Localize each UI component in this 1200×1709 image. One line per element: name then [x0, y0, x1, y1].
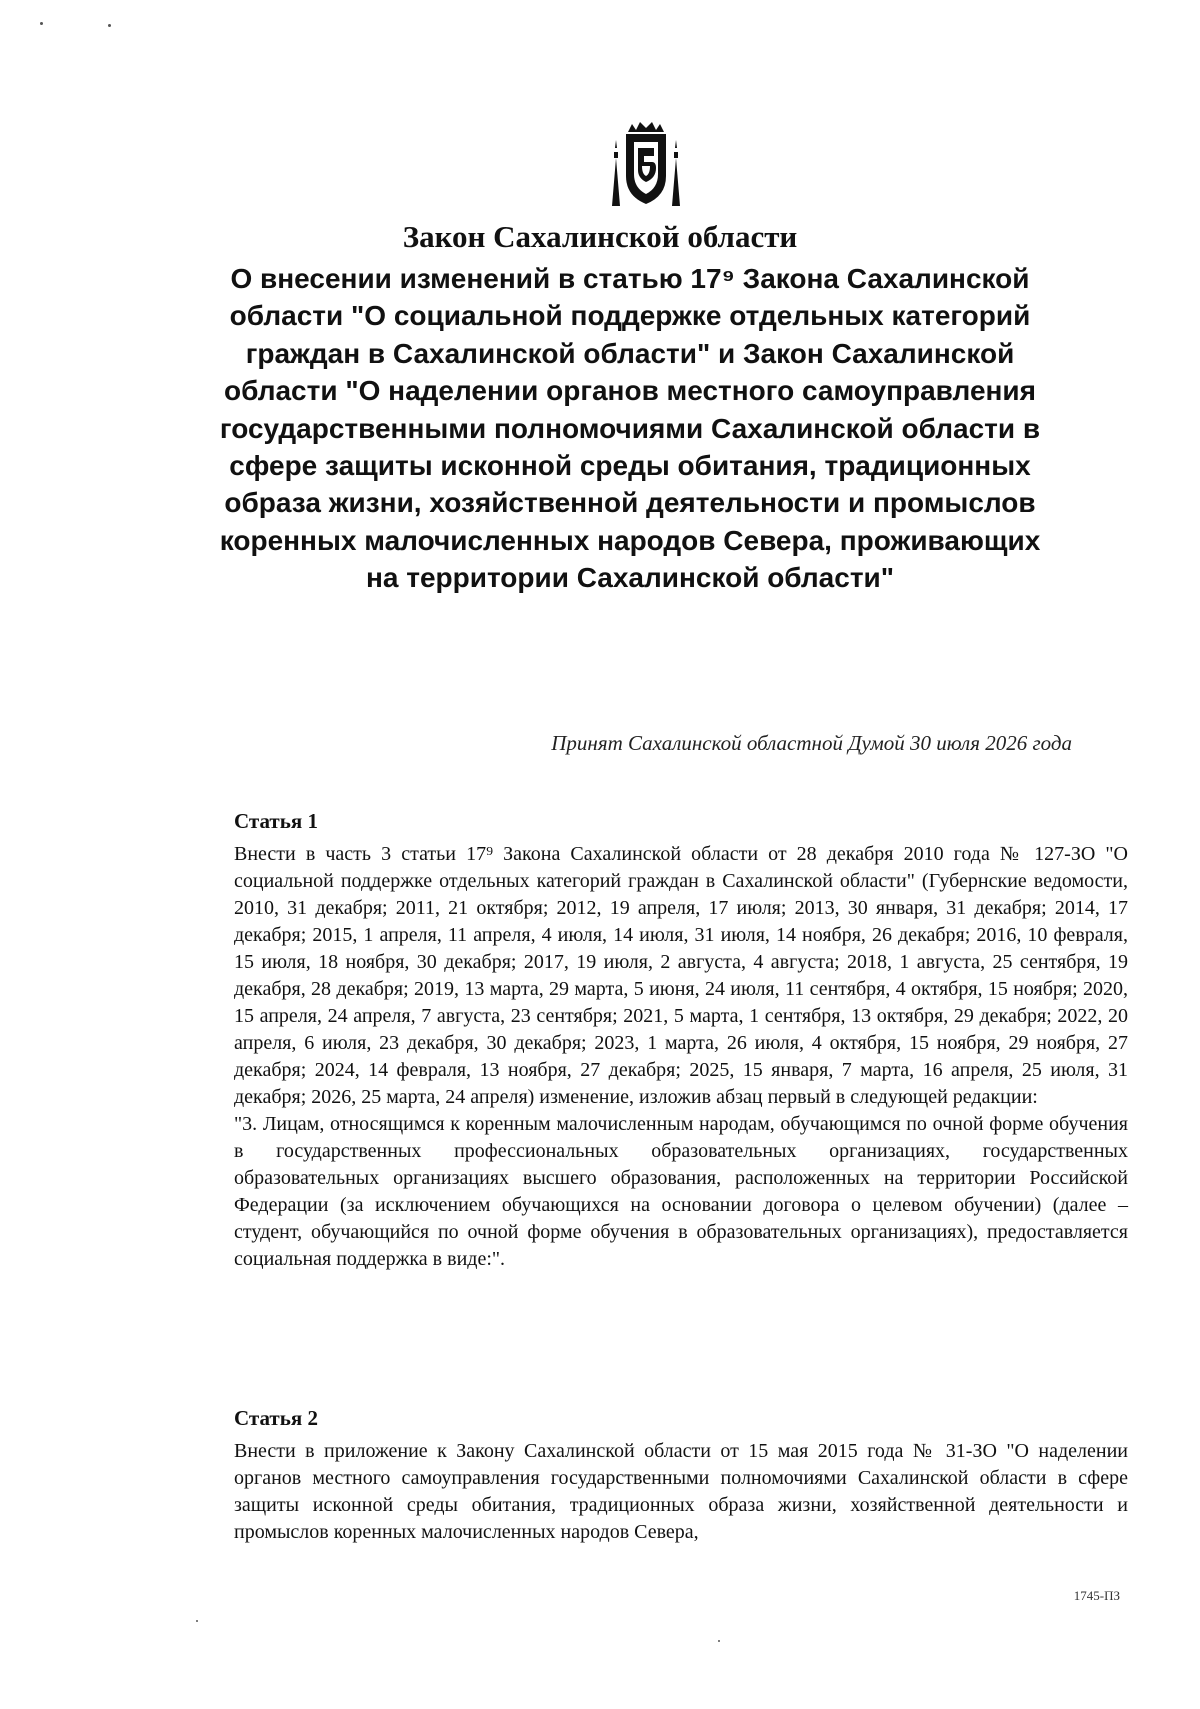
article-2-heading: Статья 2 [234, 1406, 318, 1430]
article-1 [234, 808, 1128, 1273]
scan-speck [718, 1640, 720, 1642]
adoption-note: Принят Сахалинской областной Думой 30 июля 2026 года [551, 731, 1072, 755]
page-code: 1745-ПЗ [1073, 1588, 1120, 1603]
article-1-heading: Статья 1 [234, 809, 318, 833]
article-2-text: Внести в приложение к Закону Сахалинской области от 15 мая 2015 года № 31-ЗО "О наделении органов местного самоуправления государственными полномочиями Сахалинской области в сфере защиты исконной среды обитания, традиционных образа жизни, хозяйственной деятельности и промыслов коренных малочисленных народов Севера, [234, 1440, 1128, 1543]
article-1-intro: Внести в часть 3 статьи 17⁹ Закона Сахалинской области от 28 декабря 2010 года № 127-ЗО "О социальной поддержке отдельных категорий граждан в Сахалинской области" (Губернские ведомости, 2010, 31 декабря; 2011, 21 октября; 2012, 19 апреля, 17 июля; 2013, 30 января, 31 декабря; 2014, 17 декабря; 2015, 1 апреля, 11 апреля, 4 июля, 14 июля, 31 июля, 14 ноября, 26 декабря; 2016, 10 февраля, 15 июля, 18 ноября, 30 декабря; 2017, 19 июля, 2 августа, 4 августа; 2018, 1 августа, 25 сентября, 19 декабря, 28 декабря; 2019, 13 марта, 29 марта, 5 июня, 24 июля, 11 сентября, 4 октября, 15 ноября; 2020, 15 апреля, 24 апреля, 7 августа, 23 сентября; 2021, 5 марта, 1 сентября, 13 октября, 29 декабря; 2022, 20 апреля, 6 июля, 23 декабря, 30 декабря; 2023, 1 марта, 26 июля, 4 октября, 15 ноября, 29 ноября, 27 декабря; 2024, 14 февраля, 13 ноября, 27 декабря; 2025, 15 января, 7 марта, 16 апреля, 25 июля, 31 декабря; 2026, 25 марта, 24 апреля) изменение, изложив абзац первый в следующей редакции: [234, 843, 1128, 1108]
sakhalin-coat-of-arms-icon [606, 118, 686, 208]
article-2 [234, 1405, 1128, 1546]
article-1-quote: "3. Лицам, относящимся к коренным малочисленным народам, обучающимся по очной форме обучения в государственных профессиональных образовательных организациях, государственных образовательных организациях высшего образования, расположенных на территории Российской Федерации (за исключением обучающихся на основании договора о целевом обучении) (далее – студент, обучающийся по очной форме обучения в образовательных организациях), предоставляется социальная поддержка в виде:". [234, 1113, 1128, 1270]
scan-speck [40, 22, 43, 25]
law-title: О внесении изменений в статью 17⁹ Закона Сахалинской области "О социальной поддержке отдельных категорий граждан в Сахалинской области" и Закон Сахалинской области "О наделении органов местного самоуправления государственными полномочиями Сахалинской области в сфере защиты исконной среды обитания, традиционных образа жизни, хозяйственной деятельности и промыслов коренных малочисленных народов Севера, проживающих на территории Сахалинской области" [219, 263, 1041, 594]
law-heading: Закон Сахалинской области [402, 219, 798, 254]
scan-speck [196, 1620, 198, 1622]
scan-speck [108, 24, 111, 27]
